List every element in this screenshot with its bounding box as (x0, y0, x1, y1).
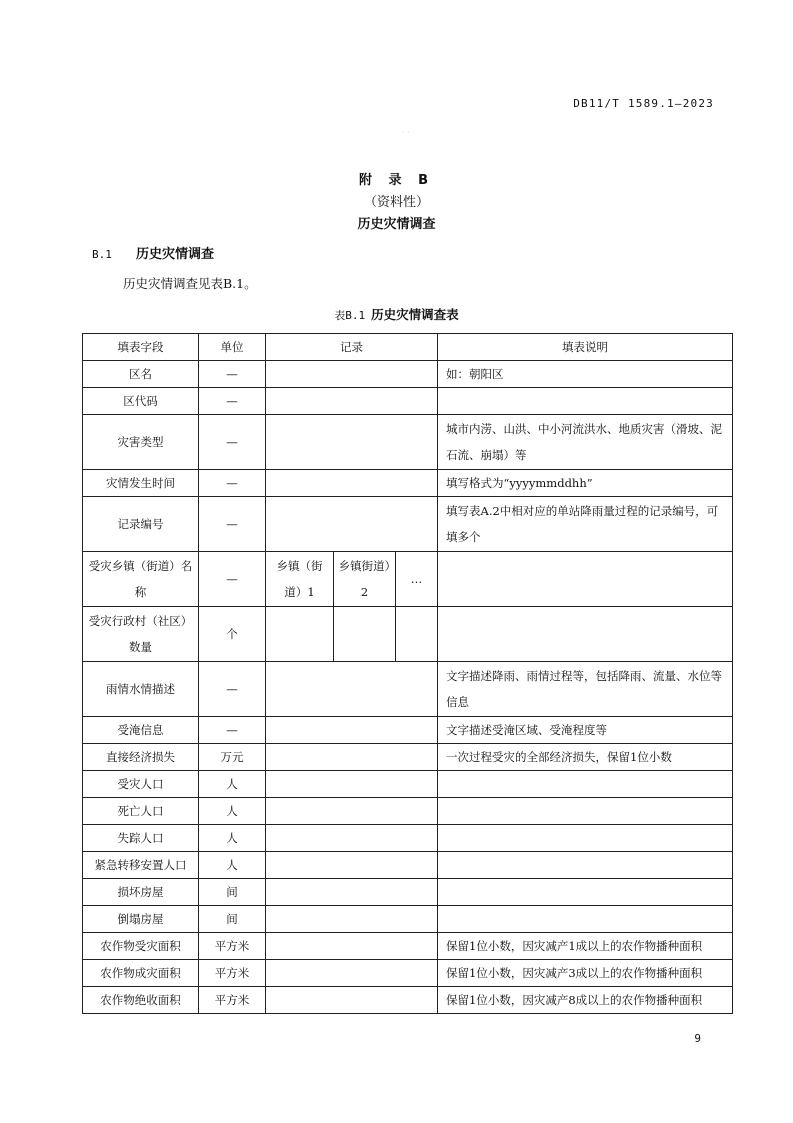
table-row (83, 987, 733, 1014)
unit-cell: — (199, 361, 266, 388)
unit-cell: 平方米 (199, 960, 266, 987)
table-row (83, 388, 733, 415)
table-row (83, 470, 733, 497)
table-row (83, 960, 733, 987)
table-caption-number: 表B.1 (334, 309, 366, 322)
disaster-survey-table (82, 333, 733, 1014)
field-cell: 直接经济损失 (83, 744, 199, 771)
record-cell (266, 497, 438, 552)
unit-cell: 人 (199, 825, 266, 852)
table-row (83, 852, 733, 879)
record-cell (266, 662, 438, 717)
header-record: 记录 (266, 334, 438, 361)
page-number: 9 (694, 1032, 701, 1045)
unit-cell: — (199, 717, 266, 744)
note-cell: 填写表A.2中相对应的单站降雨量过程的记录编号，可填多个 (438, 497, 733, 552)
header-field: 填表字段 (83, 334, 199, 361)
unit-cell: — (199, 470, 266, 497)
table-row (83, 744, 733, 771)
record-cell (334, 607, 396, 662)
note-cell (438, 879, 733, 906)
field-cell: 区名 (83, 361, 199, 388)
unit-cell: — (199, 388, 266, 415)
note-cell: 填写格式为“yyyymmddhh” (438, 470, 733, 497)
header-unit: 单位 (199, 334, 266, 361)
unit-cell: 间 (199, 879, 266, 906)
unit-cell: — (199, 497, 266, 552)
unit-cell: — (199, 662, 266, 717)
record-cell (266, 361, 438, 388)
record-cell (266, 852, 438, 879)
note-cell: 保留1位小数，因灾减产1成以上的农作物播种面积 (438, 933, 733, 960)
table-row (83, 717, 733, 744)
unit-cell: 人 (199, 798, 266, 825)
unit-cell: 人 (199, 852, 266, 879)
appendix-title: 历史灾情调查 (357, 217, 436, 232)
note-cell: 文字描述降雨、雨情过程等，包括降雨、流量、水位等信息 (438, 662, 733, 717)
table-row (83, 497, 733, 552)
table-row (83, 906, 733, 933)
field-cell: 受淹信息 (83, 717, 199, 744)
faint-mark: · · (402, 128, 410, 137)
intro-paragraph: 历史灾情调查见表B.1。 (123, 276, 257, 291)
field-cell: 损坏房屋 (83, 879, 199, 906)
unit-cell: 平方米 (199, 933, 266, 960)
appendix-nature: （资料性） (363, 195, 429, 210)
table-row (83, 798, 733, 825)
table-row (83, 879, 733, 906)
record-cell (266, 388, 438, 415)
field-cell: 雨情水情描述 (83, 662, 199, 717)
unit-cell: — (199, 552, 266, 607)
table-row (83, 825, 733, 852)
record-cell (266, 771, 438, 798)
record-town-2: 乡镇街道）2 (334, 552, 396, 607)
field-cell: 农作物绝收面积 (83, 987, 199, 1014)
record-cell (396, 607, 438, 662)
field-cell: 受灾行政村（社区）数量 (83, 607, 199, 662)
note-cell (438, 798, 733, 825)
section-heading (92, 243, 214, 262)
note-cell: 保留1位小数，因灾减产3成以上的农作物播种面积 (438, 960, 733, 987)
field-cell: 农作物受灾面积 (83, 933, 199, 960)
field-cell: 区代码 (83, 388, 199, 415)
note-cell (438, 825, 733, 852)
note-cell: 文字描述受淹区域、受淹程度等 (438, 717, 733, 744)
field-cell: 死亡人口 (83, 798, 199, 825)
record-cell (266, 470, 438, 497)
appendix-label: 附 录 B (359, 173, 434, 188)
table-row (83, 771, 733, 798)
record-cell (266, 798, 438, 825)
table-caption-title: 历史灾情调查表 (371, 307, 459, 322)
record-cell (266, 960, 438, 987)
record-cell (266, 906, 438, 933)
record-cell (266, 415, 438, 470)
table-header-row (83, 334, 733, 361)
note-cell (438, 388, 733, 415)
table-row (83, 361, 733, 388)
record-cell (266, 879, 438, 906)
table-row (83, 415, 733, 470)
note-cell (438, 906, 733, 933)
note-cell: 城市内涝、山洪、中小河流洪水、地质灾害（滑坡、泥石流、崩塌）等 (438, 415, 733, 470)
unit-cell: 间 (199, 906, 266, 933)
note-cell (438, 771, 733, 798)
table-row (83, 662, 733, 717)
unit-cell: 个 (199, 607, 266, 662)
note-cell: 如：朝阳区 (438, 361, 733, 388)
field-cell: 农作物成灾面积 (83, 960, 199, 987)
field-cell: 受灾人口 (83, 771, 199, 798)
field-cell: 倒塌房屋 (83, 906, 199, 933)
unit-cell: 万元 (199, 744, 266, 771)
note-cell (438, 552, 733, 607)
table-row (83, 552, 733, 607)
field-cell: 灾害类型 (83, 415, 199, 470)
section-number: B.1 (92, 248, 112, 261)
record-cell (266, 987, 438, 1014)
table-row (83, 607, 733, 662)
record-cell (266, 825, 438, 852)
record-town-1: 乡镇（街道）1 (266, 552, 334, 607)
section-title: 历史灾情调查 (136, 247, 215, 262)
note-cell (438, 607, 733, 662)
record-cell (266, 744, 438, 771)
note-cell (438, 852, 733, 879)
record-ellipsis: … (396, 552, 438, 607)
field-cell: 紧急转移安置人口 (83, 852, 199, 879)
table-row (83, 933, 733, 960)
unit-cell: 人 (199, 771, 266, 798)
document-code: DB11/T 1589.1—2023 (573, 97, 714, 110)
field-cell: 灾情发生时间 (83, 470, 199, 497)
table-caption (0, 305, 793, 323)
field-cell: 记录编号 (83, 497, 199, 552)
record-cell (266, 933, 438, 960)
header-note: 填表说明 (438, 334, 733, 361)
note-cell: 一次过程受灾的全部经济损失，保留1位小数 (438, 744, 733, 771)
unit-cell: — (199, 415, 266, 470)
note-cell: 保留1位小数，因灾减产8成以上的农作物播种面积 (438, 987, 733, 1014)
unit-cell: 平方米 (199, 987, 266, 1014)
record-cell (266, 717, 438, 744)
field-cell: 受灾乡镇（街道）名称 (83, 552, 199, 607)
record-cell (266, 607, 334, 662)
field-cell: 失踪人口 (83, 825, 199, 852)
